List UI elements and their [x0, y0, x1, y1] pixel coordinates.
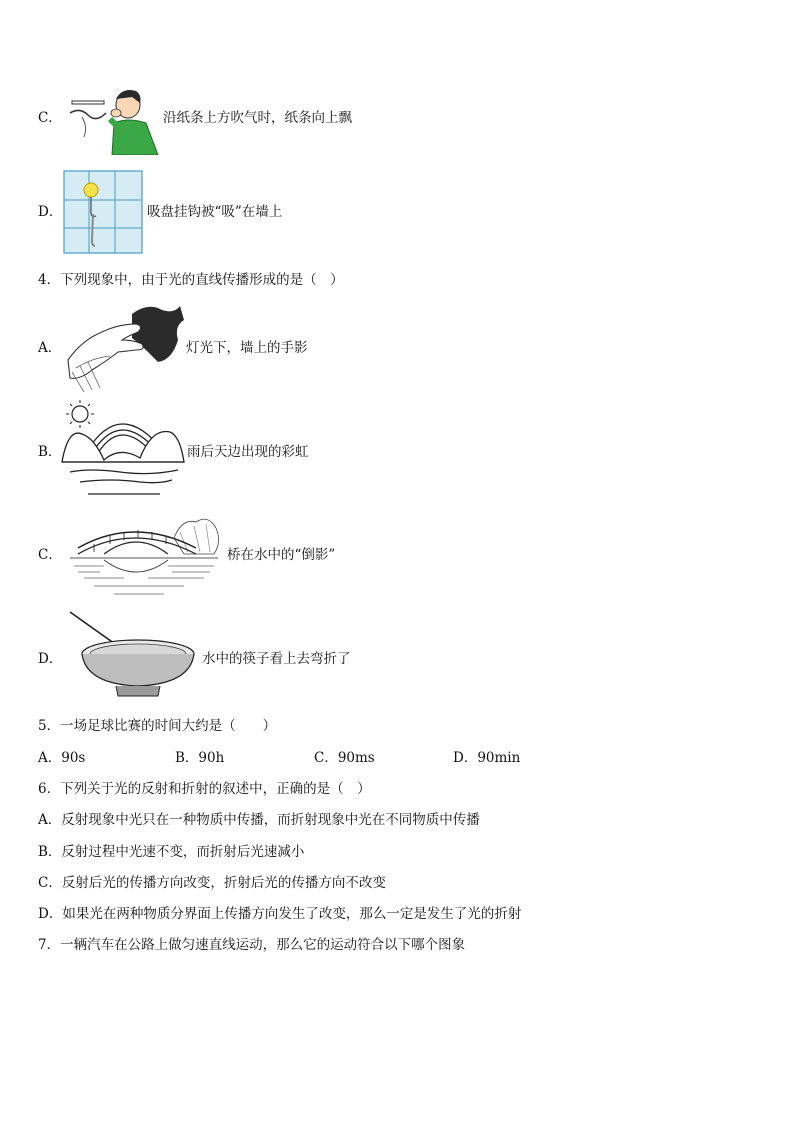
q5-option-b: B．90h [175, 750, 225, 766]
hand-shadow-illustration [62, 300, 186, 392]
boy-blowing-paper-illustration [62, 83, 162, 155]
q6-option-d: D．如果光在两种物质分界面上传播方向发生了改变，那么一定是发生了光的折射 [38, 906, 522, 922]
q4-option-c-caption: 桥在水中的“倒影” [227, 547, 336, 563]
q4-option-d-letter: D． [38, 651, 63, 667]
q5-option-c: C．90ms [314, 750, 375, 766]
chopstick-bowl-illustration [62, 610, 200, 700]
q3-option-c-letter: C． [38, 110, 62, 126]
q4-option-a-caption: 灯光下，墙上的手影 [186, 340, 308, 356]
question-5-stem: 5．一场足球比赛的时间大约是（ ） [38, 718, 277, 734]
q4-option-a-letter: A． [38, 340, 62, 356]
q5-option-a: A．90s [38, 750, 86, 766]
q3-option-d-caption: 吸盘挂钩被“吸”在墙上 [147, 204, 283, 220]
bridge-reflection-illustration [64, 508, 224, 600]
question-6-stem: 6．下列关于光的反射和折射的叙述中，正确的是（ ） [38, 781, 371, 797]
q6-option-c: C．反射后光的传播方向改变，折射后光的传播方向不改变 [38, 875, 386, 891]
q4-option-d-caption: 水中的筷子看上去弯折了 [202, 651, 351, 667]
q3-option-c-caption: 沿纸条上方吹气时，纸条向上飘 [163, 110, 352, 126]
rainbow-illustration [60, 398, 186, 500]
q3-option-d-letter: D． [38, 204, 63, 220]
question-4-stem: 4．下列现象中，由于光的直线传播形成的是（ ） [38, 272, 344, 288]
q6-option-a: A．反射现象中光只在一种物质中传播，而折射现象中光在不同物质中传播 [38, 812, 480, 828]
suction-hook-illustration [63, 170, 143, 254]
q4-option-b-letter: B． [38, 444, 62, 460]
q4-option-c-letter: C． [38, 547, 62, 563]
q6-option-b: B．反射过程中光速不变，而折射后光速减小 [38, 844, 305, 860]
question-7-stem: 7．一辆汽车在公路上做匀速直线运动，那么它的运动符合以下哪个图象 [38, 937, 466, 953]
q5-option-d: D．90min [453, 750, 521, 766]
q4-option-b-caption: 雨后天边出现的彩虹 [187, 444, 309, 460]
